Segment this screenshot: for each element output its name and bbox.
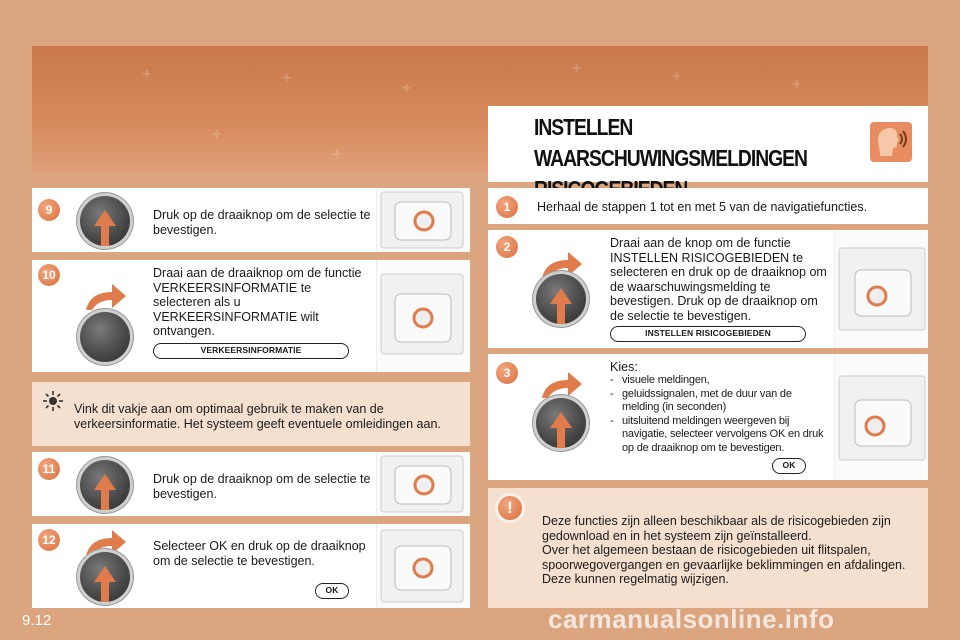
sun-icon [42, 390, 64, 412]
decor-plus: + [402, 80, 412, 97]
exclamation-icon: ! [498, 496, 522, 520]
rotate-arrow-icon [82, 282, 128, 312]
step-1-text: Herhaal de stappen 1 tot en met 5 van de navigatiefuncties. [537, 200, 868, 214]
step-12-text: Selecteer OK en druk op de draaiknop om de selectie te bevestigen. [153, 539, 366, 568]
decor-plus: + [282, 70, 292, 87]
push-arrow-icon [548, 410, 574, 450]
warning-line: spoorwegovergangen en gevaarlijke beklimmingen en afdalingen. [542, 557, 906, 572]
page-title-box [488, 106, 928, 182]
decor-plus: + [572, 60, 582, 77]
page-title: INSTELLEN WAARSCHUWINGSMELDINGEN [534, 114, 807, 171]
warning-text [542, 514, 952, 587]
push-arrow-icon [548, 286, 574, 326]
option-item: - uitsluitend meldingen weergeven bij navigatie, selecteer vervolgens OK en druk op de draaiknop om te bevestigen. [610, 415, 826, 456]
step-badge: 12 [38, 529, 60, 551]
radio-panel-image [376, 188, 466, 252]
step-badge: 2 [496, 236, 518, 258]
step-badge: 1 [496, 196, 518, 218]
rotary-knob [80, 312, 130, 362]
radio-panel-image [376, 524, 466, 608]
radio-panel-image [376, 452, 466, 516]
option-item: - visuele meldingen, [610, 374, 826, 388]
step-badge: 10 [38, 264, 60, 286]
radio-panel-image [376, 260, 466, 372]
step-10-text: Draai aan de draaiknop om de functie VERKEERSINFORMATIE te selecteren als u VERKEERSINFORMATIE wilt ontvangen. [153, 266, 362, 338]
radio-panel-image [834, 230, 928, 348]
warning-line: gedownload en in het systeem zijn geïnstalleerd. [542, 528, 812, 543]
step-1-panel [488, 188, 928, 224]
warning-panel [488, 488, 928, 608]
step-3-panel [488, 354, 928, 480]
step-11-panel [32, 452, 470, 516]
step-3-options [610, 374, 826, 455]
step-11-text: Druk op de draaiknop om de selectie te bevestigen. [153, 472, 371, 501]
step-2-text: Draai aan de knop om de functie INSTELLEN RISICOGEBIEDEN te selecteren en druk op de draaiknop om de waarschuwingsmelding te bevestigen. Druk op de draaiknop om de selectie te bevestigen. [610, 236, 827, 323]
tip-panel [32, 382, 470, 446]
step-badge: 11 [38, 458, 60, 480]
decor-plus: + [792, 76, 802, 93]
decor-plus: + [332, 146, 342, 163]
step-3-heading: Kies: [610, 360, 638, 374]
warning-line: Over het algemeen bestaan de risicogebieden uit flitspalen, [542, 543, 871, 557]
decor-plus: + [212, 126, 222, 143]
warning-line: Deze functies zijn alleen beschikbaar als de risicogebieden zijn [542, 514, 891, 528]
step-9-text: Druk op de draaiknop om de selectie te bevestigen. [153, 208, 371, 237]
verkeersinformatie-pill: VERKEERSINFORMATIE [153, 343, 349, 359]
step-10-panel [32, 260, 470, 372]
step-12-panel [32, 524, 470, 608]
radio-panel-image [834, 354, 928, 480]
decor-plus: + [672, 68, 682, 85]
step-2-panel [488, 230, 928, 348]
speaking-head-icon [870, 122, 912, 162]
step-9-panel [32, 188, 470, 252]
step-badge: 3 [496, 362, 518, 384]
tip-text: Vink dit vakje aan om optimaal gebruik te maken van de verkeersinformatie. Het systeem geeft eventuele omleidingen aan. [74, 402, 441, 431]
page-number: 9.12 [22, 612, 52, 629]
decor-plus: + [142, 66, 152, 83]
push-arrow-icon [92, 472, 118, 512]
ok-pill: OK [315, 583, 349, 599]
push-arrow-icon [92, 564, 118, 604]
instellen-risicogebieden-pill: INSTELLEN RISICOGEBIEDEN [610, 326, 806, 342]
option-item: - geluidssignalen, met de duur van de melding (in seconden) [610, 388, 826, 415]
ok-pill: OK [772, 458, 806, 474]
step-badge: 9 [38, 199, 60, 221]
rotate-arrow-icon [538, 370, 584, 400]
watermark: carmanualsonline.info [548, 604, 835, 634]
push-arrow-icon [92, 208, 118, 248]
warning-line: Deze kunnen regelmatig wijzigen. [542, 572, 729, 586]
